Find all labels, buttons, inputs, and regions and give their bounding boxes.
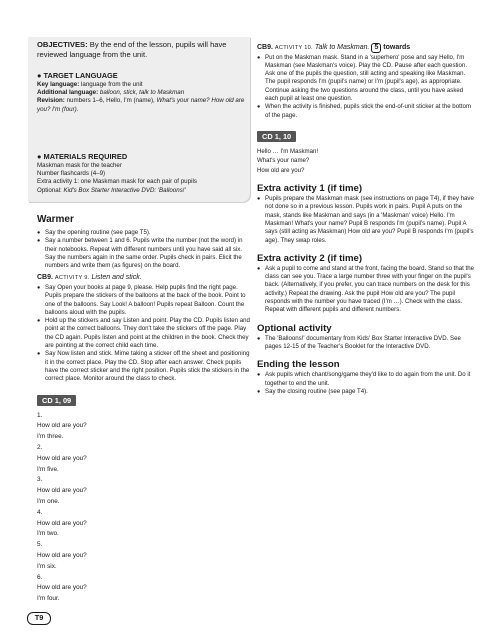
- objectives-label: OBJECTIVES:: [37, 40, 88, 49]
- transcript-line: How old are you?: [37, 487, 87, 495]
- cb10-bullet: ● Put on the Maskman mask. Stand in a 'superhero' pose and say Hello, I'm Maskman (see Maskman's voice). Play the CD. Pause after each question. Ask one of the pupils the question, still acting and speaking like Maskman. The pupil responds I'm (pupil's name) or I'm (pupil's age), as appropriate. Continue asking the two questions around the class, until you have asked each pupil at least one question.: [257, 54, 477, 104]
- transcript-line: How old are you?: [37, 584, 87, 592]
- transcript-line: Hello … I'm Maskman!: [257, 147, 319, 155]
- ending-bullet: ● Say the closing routine (see page T4).: [257, 388, 477, 396]
- optional-text: Kid's Box Starter Interactive DVD: 'Balloons!': [63, 186, 186, 194]
- transcript-line: 5.: [37, 541, 43, 549]
- warmer-bullet: ● Say a number between 1 and 6. Pupils write the number (not the word) in their notebooks. Repeat with different numbers until you have said all six. Say the numbers again in the same order. Pupils check in pairs. Elicit the numbers and write them (as figures) on the board.: [37, 237, 251, 270]
- cb9-bullet: ● Say Now listen and stick. Mime taking a sticker off the sheet and positioning it in the correct place. Play the CD. Stop after each answer. Check pupils have the correct sticker and the right position. Pupils stick the stickers in the correct place. Monitor around the class to check.: [37, 350, 251, 383]
- right-column: [257, 43, 477, 396]
- transcript-line: 6.: [37, 573, 43, 581]
- transcript-line: 1.: [37, 411, 43, 419]
- optional-activity-heading: Optional activity: [257, 322, 332, 334]
- key-language-label: Key language:: [37, 80, 80, 88]
- cb9-activity-heading: CB9. ACTIVITY 9. Listen and stick.: [37, 274, 142, 282]
- extra-activity-2-heading: Extra activity 2 (if time): [257, 252, 363, 264]
- additional-language-text: balloon, stick, talk to Maskman: [99, 88, 185, 96]
- transcript-line: How old are you?: [37, 454, 87, 462]
- transcript-line: I'm five.: [37, 465, 59, 473]
- revision-text: numbers 1–6, Hello, I'm (name),: [66, 97, 155, 105]
- transcript-line: I'm four.: [37, 595, 60, 603]
- objectives-text: By the end of the lesson, pupils will have reviewed language from the unit.: [37, 40, 227, 59]
- cb10-bullet: ● When the activity is finished, pupils stick the end-of-unit sticker at the bottom of the page.: [257, 103, 477, 120]
- transcript-line: How old are you?: [37, 422, 87, 430]
- transcript-line: I'm three.: [37, 433, 64, 441]
- numbered-box-icon: 5: [371, 43, 381, 53]
- ending-heading: Ending the lesson: [257, 359, 340, 371]
- target-language: [37, 71, 249, 114]
- cb10-activity-heading: CB9. ACTIVITY 10. Talk to Maskman. 5 towards: [257, 44, 411, 51]
- extra-activity-2-bullet: ● Ask a pupil to come and stand at the front, facing the board. Stand so that the class can see you. Trace a large number three with your finger on the pupil's back. (Alternatively, if you prefer, you can trace numbers on the desk for this activity.) Repeat the drawing. Ask the pupil How old are you? The pupil responds with the number you have traced (I'm …). Check with the class. Repeat with different pupils and different numbers.: [257, 265, 477, 315]
- cb9-bullet: ● Say Open your books at page 9, please. Help pupils find the right page. Pupils prepare the stickers of the balloons at the back of the book. Point to one of the balloons. Say Look! A balloon! Pupils repeat Balloon. Count the balloons aloud with the pupils.: [37, 284, 251, 317]
- optional-label: Optional:: [37, 186, 62, 194]
- transcript-line: 4.: [37, 508, 43, 516]
- page-number: T9: [27, 612, 51, 625]
- transcript-line: How old are you?: [37, 551, 87, 559]
- transcript-line: 2.: [37, 443, 43, 451]
- revision-label: Revision:: [37, 97, 65, 105]
- left-column: [37, 214, 251, 605]
- material-item: Number flashcards (4–9): [37, 169, 106, 177]
- cd-transcript: [37, 411, 251, 605]
- additional-language-label: Additional language:: [37, 88, 99, 96]
- optional-activity-bullet: ● The 'Balloons!' documentary from Kids' Box Starter Interactive DVD. See pages 12-15 of the Teacher's Booklet for the Interactive DVD.: [257, 335, 477, 352]
- transcript-line: What's your name?: [257, 157, 310, 165]
- revision-text-italic: What's your name? How old are you? I'm (four).: [37, 97, 245, 113]
- warmer-heading: Warmer: [37, 214, 74, 225]
- transcript-line: 3.: [37, 476, 43, 484]
- transcript-line: I'm one.: [37, 497, 60, 505]
- extra-activity-1-heading: Extra activity 1 (if time): [257, 183, 363, 195]
- cd-track-badge: CD 1, 10: [257, 131, 296, 142]
- cd-transcript: [257, 147, 477, 175]
- transcript-line: How old are you?: [37, 519, 87, 527]
- transcript-line: I'm two.: [37, 530, 59, 538]
- cd-track-badge: CD 1, 09: [37, 395, 76, 406]
- material-item: Extra activity 1: one Maskman mask for each pair of pupils: [37, 178, 197, 186]
- transcript-line: How old are you?: [257, 166, 305, 174]
- extra-activity-1-bullet: ● Pupils prepare the Maskman mask (see instructions on page T4), if they have not done so in a previous lesson. Pupils work in pairs. Pupil A puts on the mask, stands like Maskman and says (in a 'Maskman' voice) Hello. I'm Maskman! What's your name? Pupil B responds I'm (pupil's name). Pupil A says (still acting as Maskman) How old are you? Pupil B responds I'm (pupil's age). They swap roles.: [257, 195, 477, 245]
- ending-bullet: ● Ask pupils which chant/song/game they'd like to do again from the unit. Do it together to end the unit.: [257, 371, 477, 388]
- materials-heading: ● MATERIALS REQUIRED: [37, 152, 128, 161]
- transcript-line: I'm six.: [37, 562, 57, 570]
- objectives-box: [28, 37, 250, 202]
- target-language-heading: ● TARGET LANGUAGE: [37, 71, 118, 80]
- cb9-bullet: ● Hold up the stickers and say Listen and point. Play the CD. Pupils listen and point at the correct balloons. They don't take the stickers off the page. Play the CD again. Pupils listen and point at the children in the book. Check they are pointing at the correct child each time.: [37, 317, 251, 350]
- key-language-text: language from the unit: [81, 80, 143, 88]
- warmer-bullet: ● Say the opening routine (see page T5).: [37, 229, 251, 237]
- objectives: [37, 40, 249, 59]
- material-item: Maskman mask for the teacher: [37, 161, 122, 169]
- materials-required: [37, 152, 249, 195]
